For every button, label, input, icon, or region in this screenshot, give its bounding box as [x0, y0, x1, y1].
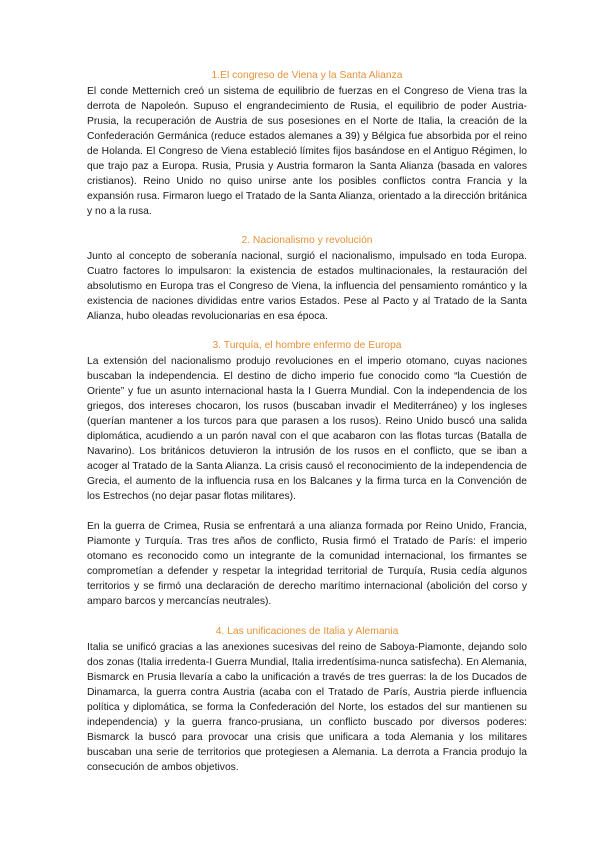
section-turquia: [87, 338, 527, 609]
section-paragraph: El conde Metternich creó un sistema de equilibrio de fuerzas en el Congreso de Viena tras la derrota de Napoleón. Supuso el engrandecimiento de Rusia, el equilibrio de poder Austria-Prusia, la recuperación de Austria de sus posesiones en el Norte de Italia, la creación de la Confederación Germánica (reduce estados alemanes a 39) y Bélgica fue absorbida por el reino de Holanda. El Congreso de Viena estableció límites fijos basándose en el Antiguo Régimen, lo que trajo paz a Europa. Rusia, Prusia y Austria formaron la Santa Alianza (basada en valores cristianos). Reino Unido no quiso unirse ante los posibles conflictos contra Francia y la expansión rusa. Firmaron luego el Tratado de la Santa Alianza, orientado a la dirección británica y no a la rusa.: [87, 86, 527, 217]
section-paragraph: La extensión del nacionalismo produjo revoluciones en el imperio otomano, cuyas naciones buscaban la independencia. El destino de dicho imperio fue conocido como “la Cuestión de Oriente” y fue un asunto internacional hasta la I Guerra Mundial. Con la independencia de los griegos, dos intereses chocaron, los rusos (buscaban invadir el Mediterráneo) y los ingleses (querían mantener a los turcos para que parasen a los rusos). Reino Unido buscó una salida diplomática, acudiendo a un parón naval con el que acabaron con las flotas turcas (Batalla de Navarino). Los británicos detuvieron la intrusión de los rusos en el conflicto, que se iban a acoger al Tratado de la Santa Alianza. La crisis causó el reconocimiento de la independencia de Grecia, el aumento de la influencia rusa en los Balcanes y la firma turca en la Convención de los Estrechos (no dejar pasar flotas militares).: [87, 356, 527, 502]
section-paragraph: Italia se unificó gracias a las anexiones sucesivas del reino de Saboya-Piamonte, dejando solo dos zonas (Italia irredenta-I Guerra Mundial, Italia irredentísima-nunca satisfecha). En Alemania, Bismarck en Prusia llevaría a cabo la unificación a través de tres guerras: la de los Ducados de Dinamarca, la guerra contra Austria (acaba con el Tratado de París, Austria pierde influencia política y diplomática, se forma la Confederación del Norte, los estados del sur mantienen su independencia) y la guerra franco-prusiana, un conflicto buscado por diversos poderes: Bismarck la buscó para provocar una crisis que unificara a toda Alemania y los militares buscaban una serie de territorios que protegiesen a Alemania. La derrota a Francia produjo la consecución de ambos objetivos.: [87, 642, 527, 773]
section-unificaciones: [87, 624, 527, 775]
section-heading: 3. Turquía, el hombre enfermo de Europa: [212, 340, 402, 351]
section-heading: 2. Nacionalismo y revolución: [241, 235, 373, 246]
section-congreso-viena: [87, 68, 527, 219]
section-paragraph: Junto al concepto de soberanía nacional, surgió el nacionalismo, impulsado en toda Europa. Cuatro factores lo impulsaron: la existencia de estados multinacionales, la restauración del absolutismo en Europa tras el Congreso de Viena, la influencia del pensamiento romántico y la existencia de naciones divididas entre varios Estados. Pese al Pacto y al Tratado de la Santa Alianza, hubo oleadas revolucionarias en esa época.: [87, 251, 527, 322]
section-heading: 1.El congreso de Viena y la Santa Alianza: [211, 70, 403, 81]
section-heading: 4. Las unificaciones de Italia y Alemania: [215, 626, 399, 637]
document-page: [87, 68, 527, 775]
section-nacionalismo: [87, 233, 527, 324]
section-paragraph: En la guerra de Crimea, Rusia se enfrentará a una alianza formada por Reino Unido, Francia, Piamonte y Turquía. Tras tres años de conflicto, Rusia firmó el Tratado de París: el imperio otomano es reconocido como un integrante de la comunidad internacional, los firmantes se comprometían a defender y respetar la integridad territorial de Turquía, Rusia cedía algunos territorios y se firmó una declaración de derecho marítimo internacional (abolición del corso y amparo barcos y mercancías neutrales).: [87, 521, 527, 607]
